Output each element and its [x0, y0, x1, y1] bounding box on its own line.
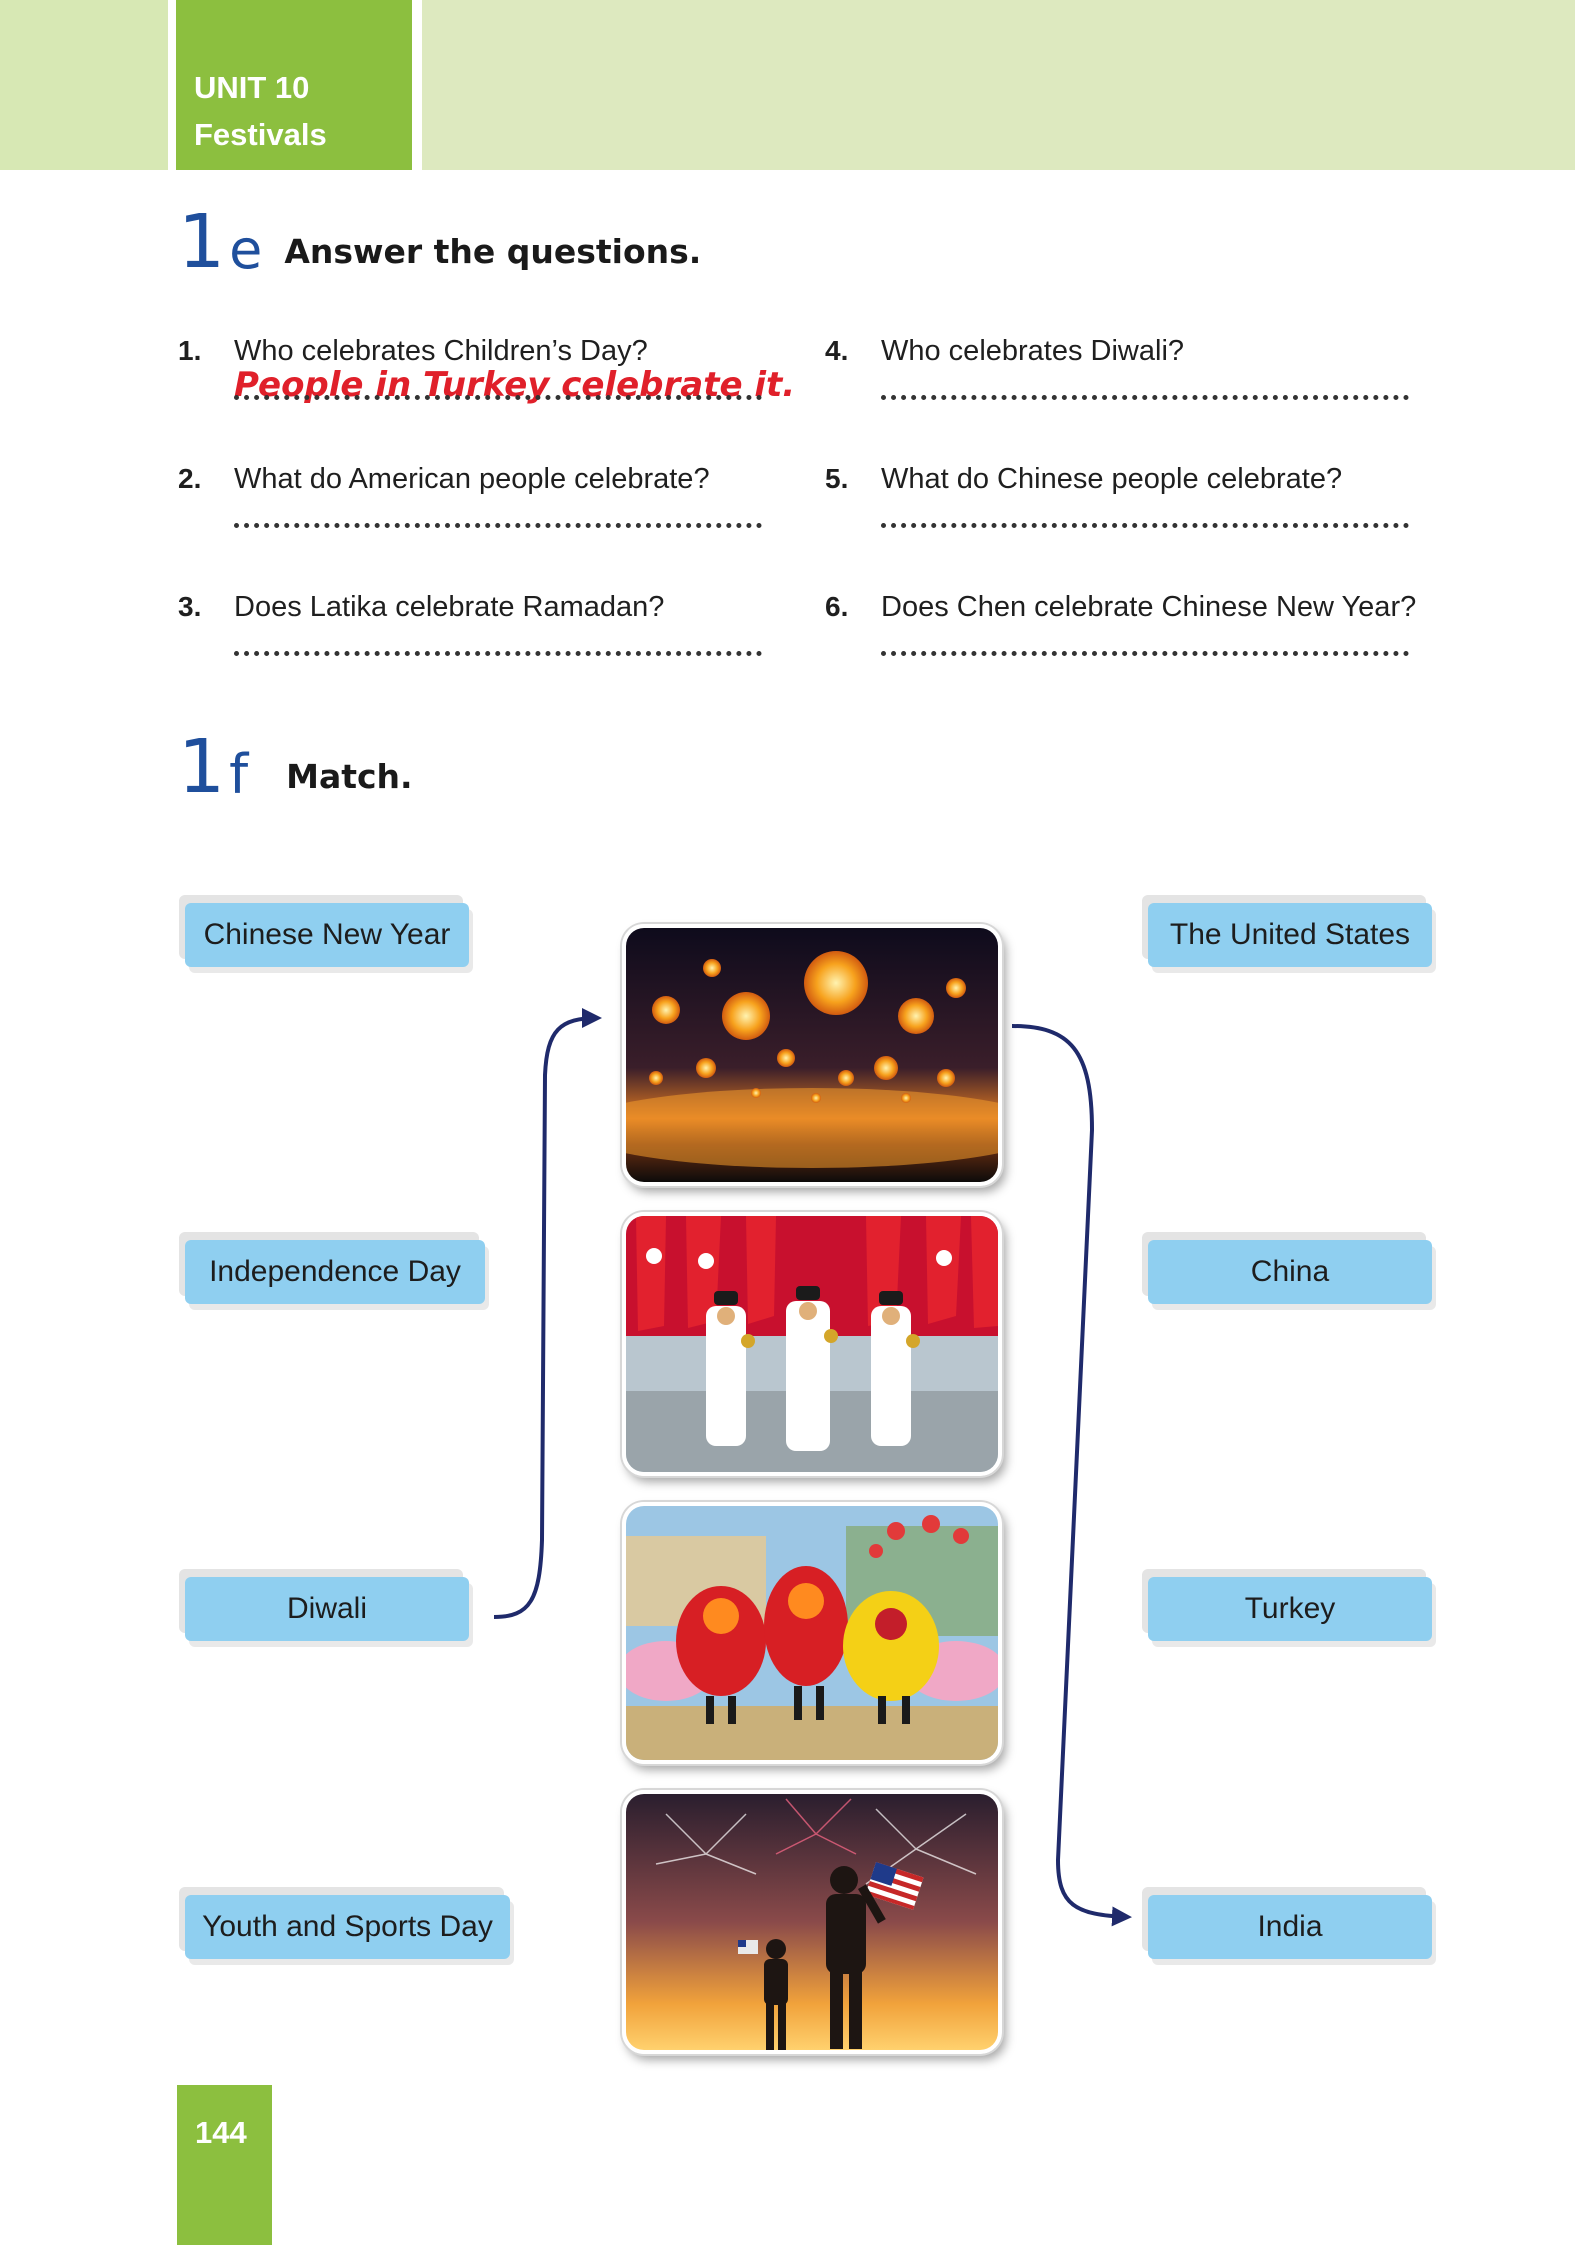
section-title: Answer the questions. — [284, 232, 702, 271]
answer-line[interactable] — [881, 523, 1409, 528]
question-number: 5. — [825, 463, 849, 494]
turkish-flag-parade-photo[interactable] — [622, 1212, 1002, 1476]
arrow-lanterns-to-india — [1012, 1026, 1128, 1917]
question-text: What do Chinese people celebrate? — [881, 463, 1343, 495]
question-number: 6. — [825, 591, 849, 622]
header-right-band — [422, 0, 1575, 170]
question-text: Who celebrates Children’s Day? — [234, 335, 648, 367]
section-number: 1 — [178, 724, 226, 810]
fireworks-american-flag-photo[interactable] — [622, 1790, 1002, 2054]
question-text: What do American people celebrate? — [234, 463, 710, 495]
answer-text: People in Turkey celebrate it. — [234, 365, 796, 405]
header-left-band — [0, 0, 168, 170]
lion-dance-photo[interactable] — [622, 1502, 1002, 1764]
lion-dance-image — [626, 1506, 998, 1760]
sky-lanterns-image — [626, 928, 998, 1182]
section-letter: f — [229, 743, 249, 806]
section-1e-heading — [178, 199, 702, 285]
question-text: Does Chen celebrate Chinese New Year? — [881, 591, 1417, 623]
answer-line[interactable] — [234, 395, 762, 400]
festival-label-youth-and-sports-day[interactable]: Youth and Sports Day — [185, 1895, 510, 1959]
country-label-india[interactable]: India — [1148, 1895, 1432, 1959]
country-label-united-states[interactable]: The United States — [1148, 903, 1432, 967]
answer-line[interactable] — [234, 651, 762, 656]
unit-label: UNIT 10 — [194, 70, 310, 105]
question-number: 3. — [178, 591, 202, 622]
section-1f-heading — [178, 724, 413, 810]
arrow-diwali-to-lanterns — [494, 1018, 598, 1617]
festival-label-diwali[interactable]: Diwali — [185, 1577, 469, 1641]
festival-label-independence-day[interactable]: Independence Day — [185, 1240, 485, 1304]
question-text: Does Latika celebrate Ramadan? — [234, 591, 665, 623]
answer-line[interactable] — [234, 523, 762, 528]
unit-tab — [176, 0, 412, 170]
answer-line[interactable] — [881, 651, 1409, 656]
section-letter: e — [229, 218, 263, 281]
unit-topic: Festivals — [194, 117, 327, 152]
question-text: Who celebrates Diwali? — [881, 335, 1185, 367]
question-number: 4. — [825, 335, 849, 366]
page-number: 144 — [195, 2115, 247, 2150]
country-label-turkey[interactable]: Turkey — [1148, 1577, 1432, 1641]
answer-line[interactable] — [881, 395, 1409, 400]
fireworks-image — [626, 1794, 998, 2050]
country-label-china[interactable]: China — [1148, 1240, 1432, 1304]
question-number: 1. — [178, 335, 202, 366]
question-number: 2. — [178, 463, 202, 494]
section-number: 1 — [178, 199, 226, 285]
page-number-tab — [177, 2085, 272, 2245]
sky-lanterns-photo[interactable] — [622, 924, 1002, 1186]
festival-label-chinese-new-year[interactable]: Chinese New Year — [185, 903, 469, 967]
parade-image — [626, 1216, 998, 1472]
section-title: Match. — [286, 757, 413, 796]
